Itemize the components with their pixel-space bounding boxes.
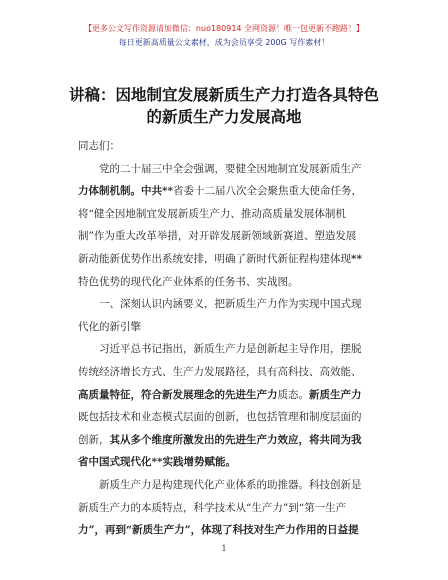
paragraph-2-line: 传统经济增长方式、生产力发展路径，具有高科技、高效能、 [78, 365, 362, 378]
text-span: 创新， [78, 433, 110, 446]
paragraph-1-line: 制”作为重大改革举措，对开辟发展新领域新赛道、塑造发展 [78, 230, 357, 243]
bold-phrase: 力体制机制。 [78, 185, 141, 198]
document-body [78, 135, 384, 542]
paragraph-3-line: 新质生产力的本质特点，科学技术从“生产力”到“第一生产 [78, 501, 347, 514]
paragraph-1-line: 党的二十届三中全会强调，要健全因地制宜发展新质生产 [99, 162, 362, 175]
bold-phrase: 体现了科技对生产力作用的日益提 [201, 524, 359, 537]
title-line-2: 的新质生产力发展高地 [146, 108, 302, 126]
bold-phrase: 力”，再到“新质生产力”， [78, 524, 202, 537]
paragraph-1-line [78, 248, 384, 271]
section-heading-line: 代化的新引擎 [78, 320, 141, 333]
bold-phrase: 符合新发展理念的先进生产力 [141, 388, 278, 401]
paragraph-2-line [78, 384, 384, 407]
section-heading-line: 一、深刻认识内涵要义，把新质生产力作为实现中国式现 [99, 298, 362, 311]
document-title [0, 84, 448, 128]
salutation: 同志们： [78, 140, 120, 152]
paragraph-1-line [78, 180, 384, 203]
page-number: 1 [221, 544, 227, 553]
bold-phrase: 省中国式现代化 [78, 456, 152, 469]
paragraph-1-line: 特色优势的现代化产业体系的任务书、实战图。 [78, 275, 299, 288]
bold-phrase: 中共** [141, 185, 173, 198]
text-span: 新动能新优势作出系统安排，明确了新时代新征程构建体现 [78, 252, 351, 265]
bold-phrase: ** [351, 252, 362, 265]
bold-phrase: 实践增势赋能。 [162, 456, 236, 469]
paragraph-1-line: 将“健全因地制宜发展新质生产力、推动高质量发展体制机 [78, 207, 346, 220]
paragraph-2-line [78, 429, 384, 452]
promo-line-1: 【更多公文写作资源请加微信：nuo180914 全网资源！唯一包更新不跑路！】 [83, 24, 365, 33]
paragraph-2-line: 习近平总书记指出，新质生产力是创新起主导作用，摆脱 [99, 343, 362, 356]
paragraph-2-line [78, 451, 384, 474]
paragraph-3-line: 新质生产力是构建现代化产业体系的助推器。科技创新是 [99, 478, 362, 491]
text-span: 省委十二届八次全会聚焦重大使命任务， [172, 185, 362, 198]
paragraph-3-line [78, 519, 384, 542]
bold-phrase: 新质生产力 [309, 388, 362, 401]
paragraph-2-line: 既包括技术和业态模式层面的创新，也包括管理和制度层面的 [78, 411, 362, 424]
promo-header [0, 22, 448, 50]
title-line-1: 讲稿：因地制宜发展新质生产力打造各具特色 [68, 86, 379, 104]
bold-phrase: 其从多个维度所激发出的先进生产力效应，将共同为我 [109, 433, 362, 446]
bold-phrase: ** [151, 456, 163, 469]
text-span: 质态。 [277, 388, 309, 401]
bold-phrase: 高质量特征， [78, 388, 141, 401]
promo-line-2: 每日更新高质量公文素材，成为会员享受 200G 写作素材！ [118, 38, 330, 47]
